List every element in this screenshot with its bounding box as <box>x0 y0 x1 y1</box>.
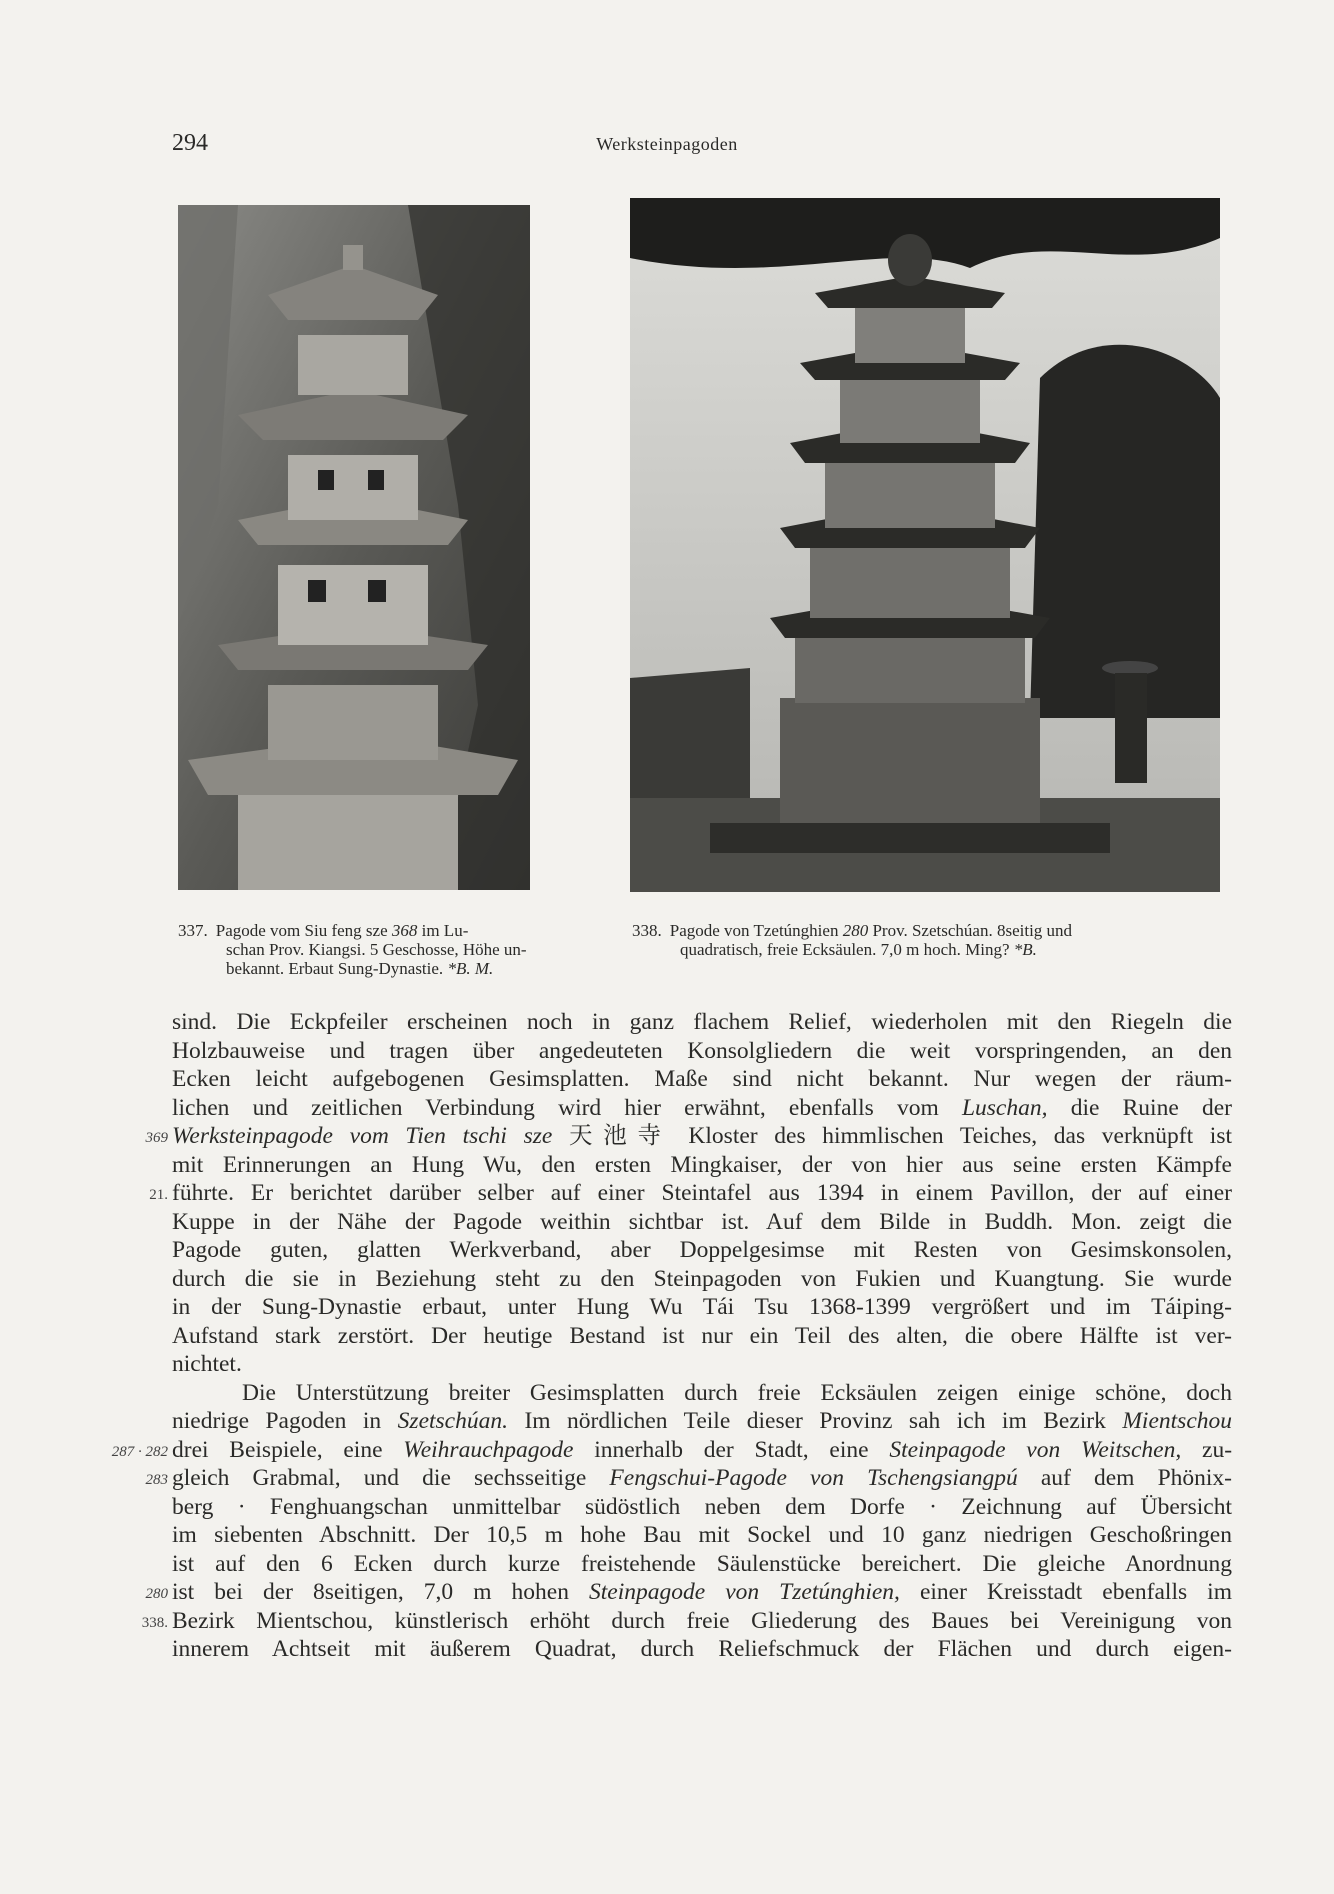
italic-term: Szetschúan. <box>397 1408 508 1434</box>
text-run: in der Sung-Dynastie erbaut, unter Hung Wu Tái Tsu 1368-1399 vergrößert und im Táiping- <box>172 1294 1232 1320</box>
figure-337-caption <box>178 921 558 978</box>
text-run: Die Unterstützung breiter Gesimsplatten durch freie Ecksäulen zeigen einige schöne, doch <box>242 1379 1232 1406</box>
text-run: innerem Achtseit mit äußerem Quadrat, durch Reliefschmuck der Flächen und durch eigen- <box>172 1636 1232 1662</box>
figure-number: 337. <box>178 921 208 940</box>
caption-text: im Lu- <box>417 921 469 940</box>
caption-text: bekannt. Erbaut Sung-Dynastie. <box>226 959 448 978</box>
text-line <box>172 1151 1232 1180</box>
caption-text: Pagode vom Siu feng sze <box>215 921 392 940</box>
body-text <box>172 1008 1232 1664</box>
text-run: Holzbauweise und tragen über angedeuteten Konsolgliedern die weit vorspringenden, an den <box>172 1037 1232 1064</box>
text-line <box>172 1607 1232 1636</box>
text-run: sind. Die Eckpfeiler erscheinen noch in ganz flachem Relief, wiederholen mit den Riegeln die <box>172 1009 1232 1035</box>
text-line <box>172 1179 1232 1208</box>
text-line <box>172 1293 1232 1322</box>
caption-line <box>178 940 558 959</box>
margin-reference: 283 <box>145 1472 168 1488</box>
italic-term: Fengschui-Pagode von Tschengsiangpú <box>609 1465 1018 1491</box>
text-run: Im nördlichen Teile dieser Provinz sah ich im Bezirk <box>507 1408 1123 1434</box>
text-run: 天池寺 Kloster des himmlischen Teiches, das verknüpft ist <box>552 1123 1232 1149</box>
text-line <box>172 1122 1232 1151</box>
pagoda-337-image <box>178 205 530 890</box>
caption-line <box>632 921 1224 940</box>
text-line <box>172 1436 1232 1465</box>
figure-number: 338. <box>632 921 662 940</box>
text-line <box>172 1493 1232 1522</box>
caption-line <box>178 959 558 978</box>
caption-text: schan Prov. Kiangsi. 5 Geschosse, Höhe un- <box>226 940 527 959</box>
text-line <box>172 1236 1232 1265</box>
text-run: im siebenten Abschnitt. Der 10,5 m hohe Bau mit Sockel und 10 ganz niedrigen Geschoßringen <box>172 1522 1232 1548</box>
margin-reference: 369 <box>145 1130 168 1146</box>
margin-reference: 338. <box>141 1614 168 1631</box>
text-run: Aufstand stark zerstört. Der heutige Bestand ist nur ein Teil des alten, die obere Hälfte ist ver- <box>172 1322 1232 1349</box>
italic-term: Luschan, <box>961 1094 1048 1121</box>
text-run: ist bei der 8seitigen, 7,0 m hohen <box>172 1579 589 1605</box>
text-run: auf dem Phönix- <box>1017 1465 1233 1491</box>
text-line <box>172 1008 1232 1037</box>
caption-reference: 280 <box>842 921 869 940</box>
figure-337-photo <box>178 205 530 890</box>
margin-reference: 21. <box>149 1187 168 1203</box>
text-line <box>172 1065 1232 1094</box>
text-run: berg · Fenghuangschan unmittelbar südöstlich neben dem Dorfe · Zeichnung auf Übersicht <box>172 1493 1232 1520</box>
margin-reference: 287 · 282 <box>111 1443 168 1460</box>
text-line <box>172 1521 1232 1550</box>
text-run: führte. Er berichtet darüber selber auf einer Steintafel aus 1394 in einem Pavillon, der auf einer <box>172 1180 1232 1206</box>
text-line <box>172 1350 1232 1379</box>
caption-line <box>632 940 1224 959</box>
text-run: Pagode guten, glatten Werkverband, aber Doppelgesimse mit Resten von Gesimskonsolen, <box>172 1237 1232 1263</box>
figure-338-photo <box>630 198 1220 892</box>
text-run: die Ruine der <box>1047 1094 1232 1121</box>
text-run: Kuppe in der Nähe der Pagode weithin sichtbar ist. Auf dem Bilde in Buddh. Mon. zeigt die <box>172 1208 1232 1235</box>
caption-text: Pagode von Tzetúnghien <box>669 921 843 940</box>
text-run: gleich Grabmal, und die sechsseitige <box>172 1465 610 1491</box>
caption-text: quadratisch, freie Ecksäulen. 7,0 m hoch. Ming? <box>680 940 1014 959</box>
text-line <box>172 1407 1232 1436</box>
text-run: lichen und zeitlichen Verbindung wird hier erwähnt, ebenfalls vom <box>172 1094 962 1121</box>
text-run: niedrige Pagoden in <box>172 1408 398 1434</box>
text-run: durch die sie in Beziehung steht zu den Steinpagoden von Fukien und Kuangtung. Sie wurde <box>172 1265 1232 1292</box>
text-run: mit Erinnerungen an Hung Wu, den ersten Mingkaiser, der von hier aus seine ersten Kämpfe <box>172 1151 1232 1178</box>
text-run: ist auf den 6 Ecken durch kurze freistehende Säulenstücke bereichert. Die gleiche Anordnung <box>172 1550 1232 1577</box>
text-run: drei Beispiele, eine <box>172 1436 404 1463</box>
italic-term: Steinpagode von Tzetúnghien, <box>589 1579 900 1605</box>
text-run: Bezirk Mientschou, künstlerisch erhöht durch freie Gliederung des Baues bei Vereinigung von <box>172 1607 1232 1634</box>
running-title: Werksteinpagoden <box>596 134 738 154</box>
caption-reference: 368 <box>391 921 418 940</box>
text-run: zu- <box>1181 1436 1233 1463</box>
text-line <box>172 1208 1232 1237</box>
text-run: einer Kreisstadt ebenfalls im <box>899 1579 1232 1605</box>
margin-reference: 280 <box>145 1586 168 1602</box>
text-line <box>172 1094 1232 1123</box>
text-line <box>172 1464 1232 1493</box>
caption-text: Prov. Szetschúan. 8seitig und <box>868 921 1073 940</box>
caption-reference: *B. <box>1013 940 1037 959</box>
figure-338-caption <box>632 921 1224 959</box>
text-line <box>172 1037 1232 1066</box>
pagoda-338-image <box>630 198 1220 892</box>
page-number: 294 <box>172 130 208 156</box>
caption-reference: *B. M. <box>447 959 494 978</box>
caption-line <box>178 921 558 940</box>
text-line <box>172 1550 1232 1579</box>
text-line <box>172 1578 1232 1607</box>
text-run: innerhalb der Stadt, eine <box>573 1436 890 1463</box>
text-run: nichtet. <box>172 1351 242 1377</box>
italic-term: Werksteinpagode vom Tien tschi sze <box>172 1123 553 1149</box>
italic-term: Steinpagode von Weitschen, <box>889 1436 1182 1463</box>
italic-term: Mientschou <box>1122 1408 1232 1434</box>
text-run: Ecken leicht aufgebogenen Gesimsplatten. Maße sind nicht bekannt. Nur wegen der räum- <box>172 1066 1232 1092</box>
text-line <box>172 1635 1232 1664</box>
text-line <box>172 1322 1232 1351</box>
text-line <box>172 1265 1232 1294</box>
text-line <box>172 1379 1232 1408</box>
italic-term: Weihrauchpagode <box>403 1436 574 1463</box>
